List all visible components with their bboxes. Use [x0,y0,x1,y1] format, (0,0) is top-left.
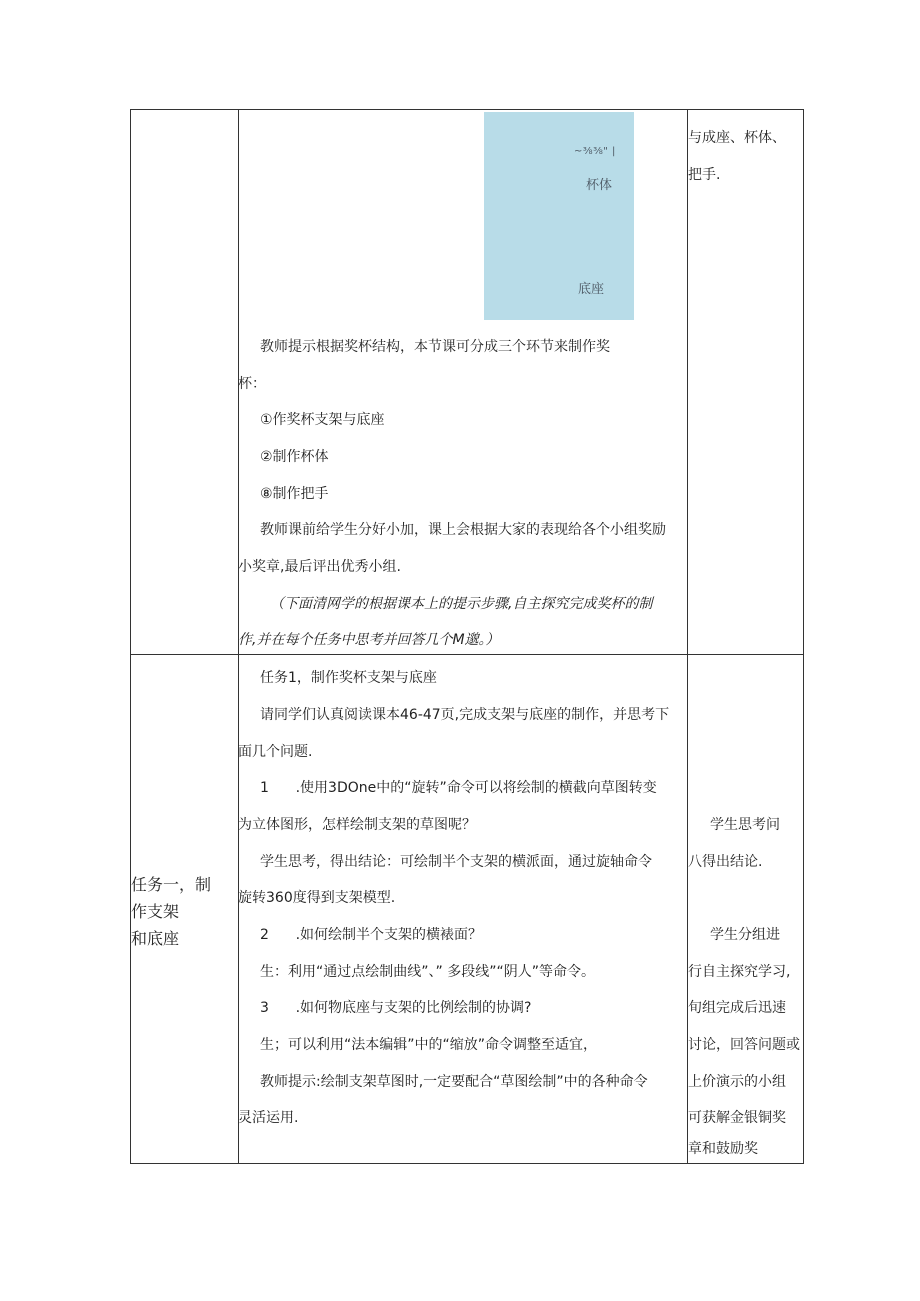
task-title-line-3: 和底座 [131,929,180,948]
row1-line-4: ②制作杯体 [260,449,329,465]
row2-right-8: 可获解金银铜奖 [688,1110,786,1126]
row1-right-2: 把手. [688,167,721,183]
row2-right-7: 上价演示的小组 [688,1074,786,1090]
row1-line-7: 小奖章,最后评出优秀小组. [238,559,401,575]
row2-line-9: 生：利用“通过点绘制曲线”、” 多段线”“阴人”等命令。 [260,964,595,980]
row1-line-5: ⑧制作把手 [260,486,329,502]
row2-line-7: 旋转360度得到支架模型. [238,890,396,906]
row2-right-1: 学生思考问 [710,817,780,833]
row2-right-5: 旬组完成后迅速 [688,1000,786,1016]
row1-right-1: 与成座、杯体、 [688,130,786,146]
task-title-line-1: 任务一，制 [131,875,212,894]
row2-line-10: 3 .如何物底座与支架的比例绘制的协调? [260,1000,532,1016]
row2-right-4: 行自主探究学习, [688,964,791,980]
row1-line-3: ①作奖杯支架与底座 [260,412,385,428]
figure-label-base: 底座 [578,282,605,297]
row1-line-9: 作,并在每个任务中思考并回答几个M邈。） [238,632,500,648]
row1-line-8: （下面清网学的根据课本上的提示步骤,自主探究完成奖杯的制 [270,596,653,612]
row1-line-1: 教师提示根据奖杯结构，本节课可分成三个环节来制作奖 [260,339,610,355]
row2-line-5: 为立体图形，怎样绘制支架的草图呢？ [238,817,476,833]
row2-right-9: 章和鼓励奖 [688,1141,758,1157]
row2-line-11: 生；可以利用“法本编辑”中的“缩放”命令调整至适宜， [260,1037,598,1053]
row2-line-8: 2 .如何绘制半个支架的横裱面？ [260,927,483,943]
row2-right-2: 八得出结论. [688,854,763,870]
row2-line-2: 请同学们认真阅读课本46-47页,完成支架与底座的制作，并思考下 [260,707,670,723]
figure-mark: ~⅜⅜" | [574,146,616,157]
row2-line-4: 1 .使用3DOne中的“旋转”命令可以将绘制的横截向草图转变 [260,780,657,796]
row2-line-6: 学生思考，得出结论：可绘制半个支架的横派面，通过旋轴命令 [260,854,652,870]
task-title-line-2: 作支架 [131,902,180,921]
row1-line-2: 杯： [238,376,266,392]
row-divider [131,654,803,655]
row2-line-1: 任务1，制作奖杯支架与底座 [260,670,437,686]
row2-line-13: 灵活运用. [238,1110,299,1126]
trophy-figure [484,112,634,320]
figure-label-body: 杯体 [586,178,613,193]
row2-line-3: 面几个问题. [238,744,313,760]
row2-right-6: 讨论，回答问题或 [688,1037,800,1053]
row2-right-3: 学生分组进 [710,927,780,943]
row1-line-6: 教师课前给学生分好小加，课上会根据大家的表现给各个小组奖励 [260,522,666,538]
row2-line-12: 教师提示:绘制支架草图时,一定要配合“草图绘制”中的各种命令 [260,1074,648,1090]
